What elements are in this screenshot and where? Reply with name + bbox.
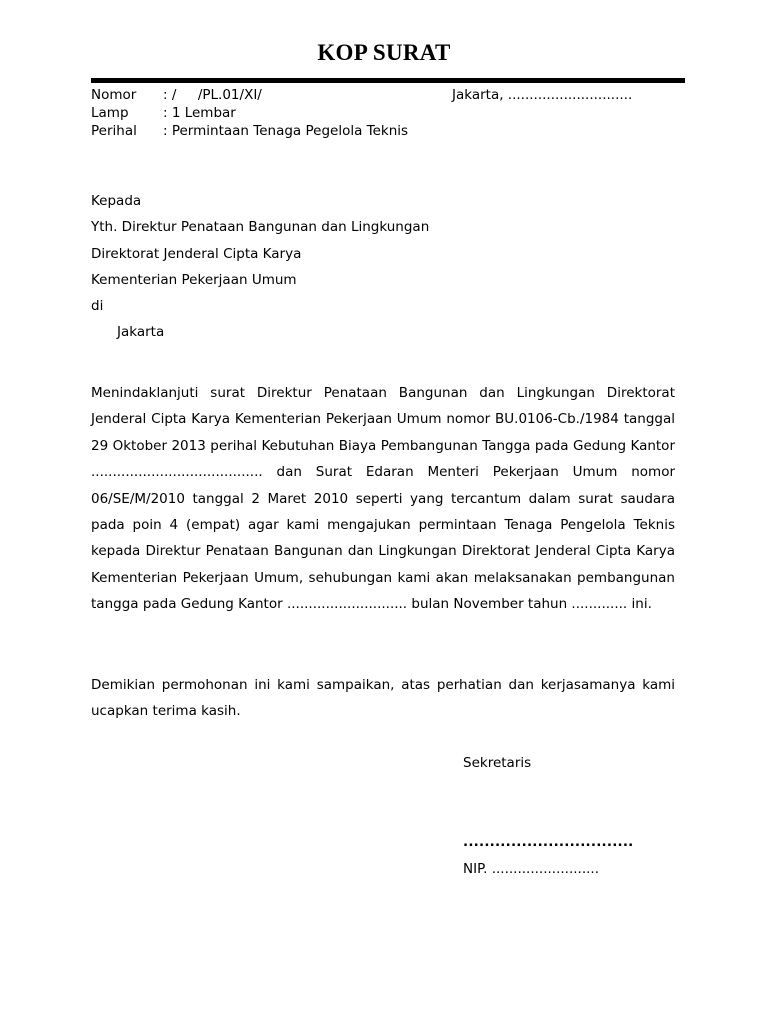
address-city: Jakarta (117, 324, 165, 341)
paragraph-2-text: Demikian permohonan ini kami sampaikan, atas perhatian dan kerjasamanya kami ucapkan terima kasih. (91, 677, 675, 720)
nomor-label: Nomor (91, 87, 137, 103)
body-paragraph-2 (91, 672, 675, 725)
perihal-label: Perihal (91, 123, 137, 139)
recipient-address (91, 188, 429, 346)
lamp-label: Lamp (91, 105, 129, 121)
body-paragraph-1 (91, 380, 675, 618)
letterhead-title: KOP SURAT (317, 40, 451, 65)
address-line1: Yth. Direktur Penataan Bangunan dan Lingkungan (91, 219, 430, 236)
letterhead-rule (91, 78, 685, 83)
signature-title: Sekretaris (463, 755, 532, 771)
address-line3: Kementerian Pekerjaan Umum (91, 271, 297, 288)
address-line2: Direktorat Jenderal Cipta Karya (91, 245, 302, 262)
letter-date: Jakarta, ............................. (452, 87, 633, 103)
address-di: di (91, 298, 104, 315)
nomor-value: : / /PL.01/XI/ (163, 87, 262, 103)
signature-name-placeholder: ................................ (463, 834, 634, 850)
paragraph-1-text: Menindaklanjuti surat Direktur Penataan Bangunan dan Lingkungan Direktorat Jenderal Cipta Karya Kementerian Pekerjaan Umum nomor BU.0106-Cb./1984 tanggal 29 Oktober 2013 perihal Kebutuhan Biaya Pembangunan Tangga pada Gedung Kantor ........................................ dan Surat Edaran Menteri Pekerjaan Umum nomor 06/SE/M/2010 tanggal 2 Maret 2010 seperti yang tercantum dalam surat saudara pada poin 4 (empat) agar kami mengajukan permintaan Tenaga Pengelola Teknis kepada Direktur Penataan Bangunan dan Lingkungan Direktorat Jenderal Cipta Karya Kementerian Pekerjaan Umum, sehubungan kami akan melaksanakan pembangunan tangga pada Gedung Kantor ............................ bulan November tahun ............. ini. (91, 385, 675, 613)
perihal-value: : Permintaan Tenaga Pegelola Teknis (163, 123, 409, 139)
address-kepada: Kepada (91, 193, 142, 209)
lamp-value: : 1 Lembar (163, 105, 236, 121)
signature-nip: NIP. ......................... (463, 861, 599, 877)
